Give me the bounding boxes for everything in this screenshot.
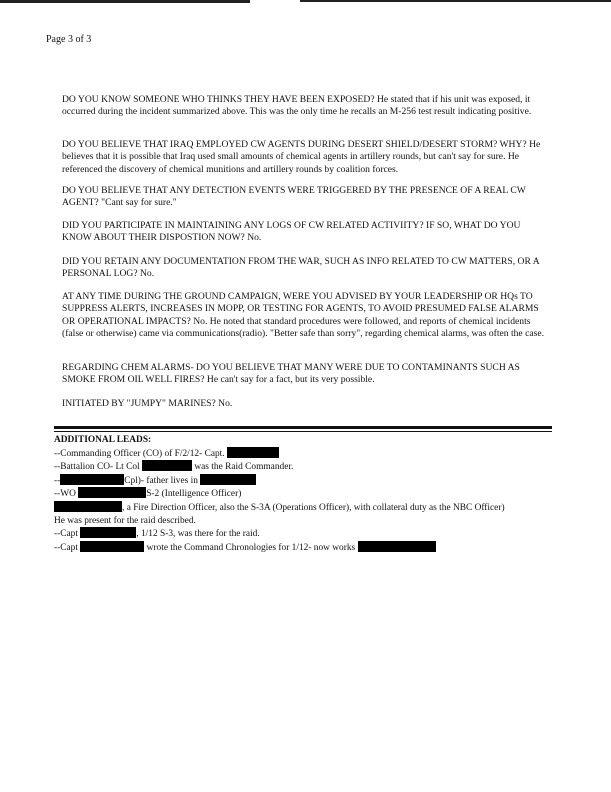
scan-top-border-left [0,0,250,3]
qa-paragraph-4: DID YOU PARTICIPATE IN MAINTAINING ANY LOGS OF CW RELATED ACTIVIITY? IF SO, WHAT DO YOU KNOW ABOUT THEIR DISPOSTION NOW? No. [62,220,521,244]
section-divider-thin [54,431,552,432]
redaction-bar [358,541,436,552]
lead-raid-note: He was present for the raid described. [54,515,196,526]
redaction-bar [142,460,192,471]
leads-heading: ADDITIONAL LEADS: [54,435,152,445]
qa-paragraph-5: DID YOU RETAIN ANY DOCUMENTATION FROM THE WAR, SUCH AS INFO RELATED TO CW MATTERS, OR A PERSONAL LOG? No. [62,256,540,280]
redaction-bar [80,527,136,538]
lead-battalion-co: --Battalion CO- Lt Col was the Raid Commander. [54,462,294,473]
section-divider-thick [54,426,552,429]
qa-paragraph-3: DO YOU BELIEVE THAT ANY DETECTION EVENTS WERE TRIGGERED BY THE PRESENCE OF A REAL CW AGENT? "Cant say for sure." [62,185,526,209]
redaction-bar [60,474,124,485]
lead-fire-direction-officer: , a Fire Direction Officer, also the S-3A (Operations Officer), with collateral duty as the NBC Officer) [54,501,564,515]
lead-corporal: -- Cpl)- father lives in [54,474,564,488]
qa-paragraph-8: INITIATED BY "JUMPY" MARINES? No. [62,398,233,409]
lead-warrant-officer: --WO S-2 (Intelligence Officer) [54,489,242,500]
lead-captain-chronologies: --Capt wrote the Command Chronologies for 1/12- now works [54,541,564,555]
qa-paragraph-7: REGARDING CHEM ALARMS- DO YOU BELIEVE THAT MANY WERE DUE TO CONTAMINANTS SUCH AS SMOKE FROM OIL WELL FIRES? He can't say for a fact, but its very possible. [62,362,520,386]
page-number: Page 3 of 3 [46,34,92,45]
redaction-bar [54,501,122,512]
redaction-bar [200,474,256,485]
qa-paragraph-2: DO YOU BELIEVE THAT IRAQ EMPLOYED CW AGENTS DURING DESERT SHIELD/DESERT STORM? WHY? He believes that it is possible that Iraq used small amounts of chemical agents in artillery rounds, but can't say for sure. He referenced the discovery of chemical munitions and artillery rounds by coalition forces. [62,139,541,175]
lead-commanding-officer: --Commanding Officer (CO) of F/2/12- Capt. [54,447,564,461]
redaction-bar [80,541,144,552]
redaction-bar [227,447,279,458]
scan-top-border-right [300,0,611,2]
qa-paragraph-6: AT ANY TIME DURING THE GROUND CAMPAIGN, WERE YOU ADVISED BY YOUR LEADERSHIP OR HQs TO SUPPRESS ALERTS, INCREASES IN MOPP, OR TESTING FOR AGENTS, TO AVOID PRESUMED FALSE ALARMS OR OPERATIONAL IMPACTS? No. He noted that standard procedures were followed, and reports of chemical incidents (false or otherwise) came via communications(radio). "Better safe than sorry", regarding chemical alarms, was often the case. [62,291,544,339]
additional-leads [54,434,564,554]
lead-captain-s3: --Capt , 1/12 S-3, was there for the raid. [54,529,260,540]
qa-paragraph-1: DO YOU KNOW SOMEONE WHO THINKS THEY HAVE BEEN EXPOSED? He stated that if his unit was exposed, it occurred during the incident summarized above. This was the only time he recalls an M-256 test result indicating positive. [62,94,532,118]
redaction-bar [78,487,146,498]
